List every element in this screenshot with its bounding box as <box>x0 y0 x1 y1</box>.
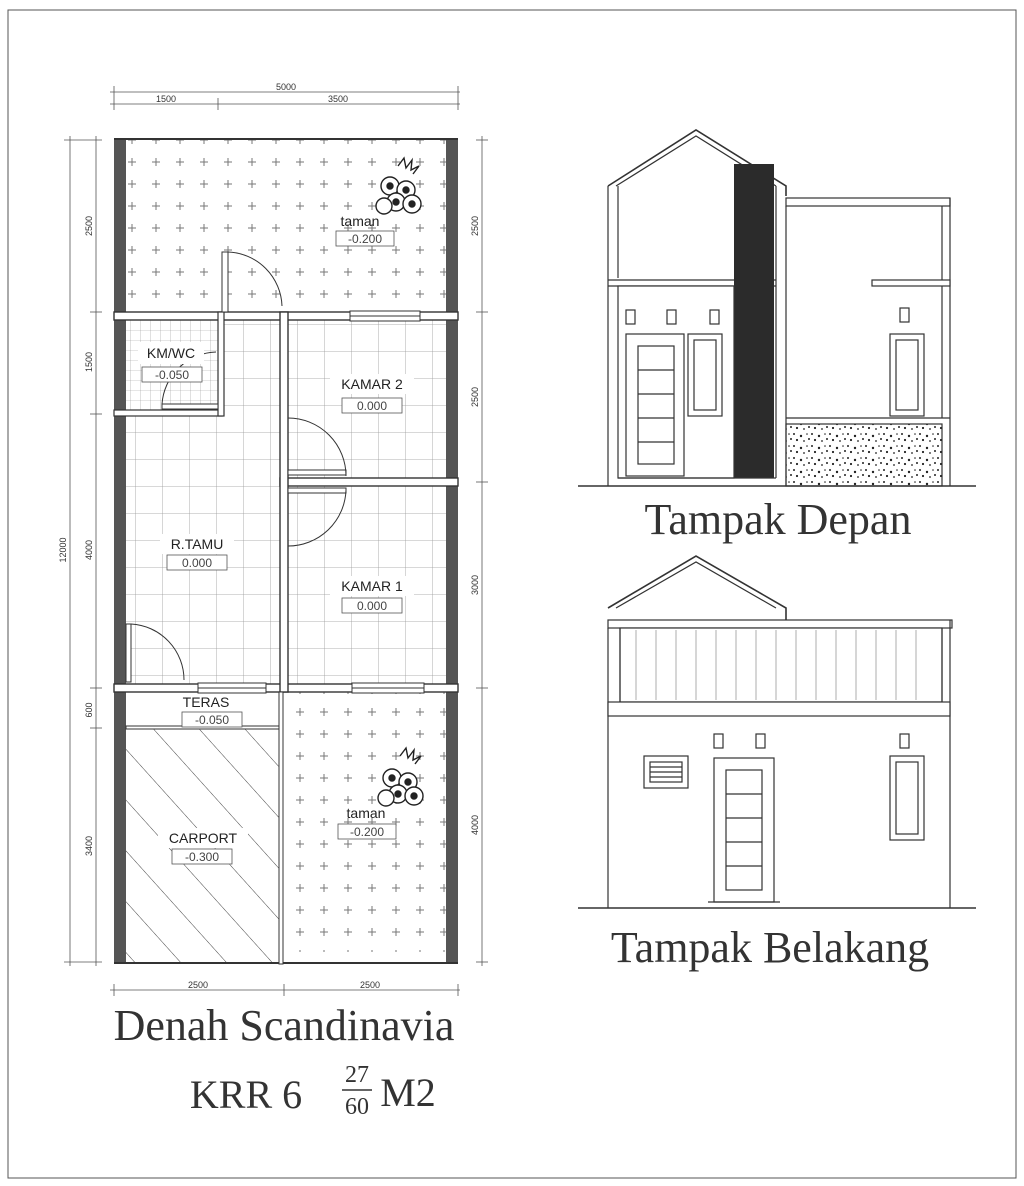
wall-kamar-split <box>280 478 458 486</box>
rear-elevation-title: Tampak Belakang <box>610 923 930 972</box>
room-kamar1 <box>330 576 414 613</box>
wall-right <box>446 138 458 964</box>
dim-left-3: 4000 <box>84 539 94 561</box>
room-name: KM/WC <box>146 345 196 361</box>
garden-bottom-fill <box>290 690 446 952</box>
dims-left <box>64 136 102 966</box>
room-name: TERAS <box>182 694 230 710</box>
room-name: R.TAMU <box>170 536 224 552</box>
dim-left-4: 600 <box>84 702 94 718</box>
plan-code: KRR 6 <box>189 1072 303 1117</box>
room-name: CARPORT <box>168 830 238 846</box>
room-kmwc <box>138 342 204 382</box>
room-level: -0.300 <box>184 850 220 864</box>
room-name: KAMAR 1 <box>341 578 403 594</box>
dim-right-1: 2500 <box>470 215 480 237</box>
room-teras <box>182 694 242 727</box>
room-level: -0.200 <box>349 825 385 839</box>
dim-left-2: 1500 <box>84 351 94 373</box>
wall-center-lower <box>279 692 283 964</box>
plan-title: Denah Scandinavia <box>113 1001 455 1050</box>
rear-elevation <box>578 556 976 908</box>
area-numerator: 27 <box>345 1062 369 1088</box>
dim-left-total: 12000 <box>58 537 68 563</box>
dim-right-2: 2500 <box>470 386 480 408</box>
dims-bottom <box>110 984 460 996</box>
room-name: KAMAR 2 <box>341 376 403 392</box>
room-kamar2 <box>330 374 414 413</box>
dim-left-1: 2500 <box>84 215 94 237</box>
front-elevation-title: Tampak Depan <box>644 495 912 544</box>
wall-kmwc-bottom <box>114 410 222 416</box>
room-level: -0.050 <box>154 368 190 382</box>
kamar-tile <box>288 318 446 684</box>
wall-center <box>280 312 288 692</box>
room-level: -0.200 <box>347 232 383 246</box>
dim-top-left: 1500 <box>155 94 177 104</box>
dim-bottom-left: 2500 <box>187 980 209 990</box>
dim-right-3: 3000 <box>470 574 480 596</box>
room-name: taman <box>346 805 386 821</box>
room-level: -0.050 <box>194 713 230 727</box>
room-level: 0.000 <box>356 599 388 613</box>
floor-plan <box>58 82 488 1120</box>
wall-left <box>114 138 126 964</box>
dim-bottom-right: 2500 <box>359 980 381 990</box>
area-unit: M2 <box>380 1070 436 1115</box>
corridor-tile <box>222 318 280 414</box>
room-name: taman <box>340 213 380 229</box>
dim-right-4: 4000 <box>470 814 480 836</box>
room-rtamu <box>160 534 234 570</box>
wall-kmwc-side <box>218 312 224 416</box>
front-elevation <box>578 130 976 486</box>
kmwc-tile <box>126 318 222 414</box>
dim-left-5: 3400 <box>84 835 94 857</box>
area-denominator: 60 <box>345 1094 369 1120</box>
dim-top-total: 5000 <box>275 82 297 92</box>
room-level: 0.000 <box>356 399 388 413</box>
dims-right <box>476 136 488 966</box>
room-level: 0.000 <box>181 556 213 570</box>
dim-top-right: 3500 <box>327 94 349 104</box>
